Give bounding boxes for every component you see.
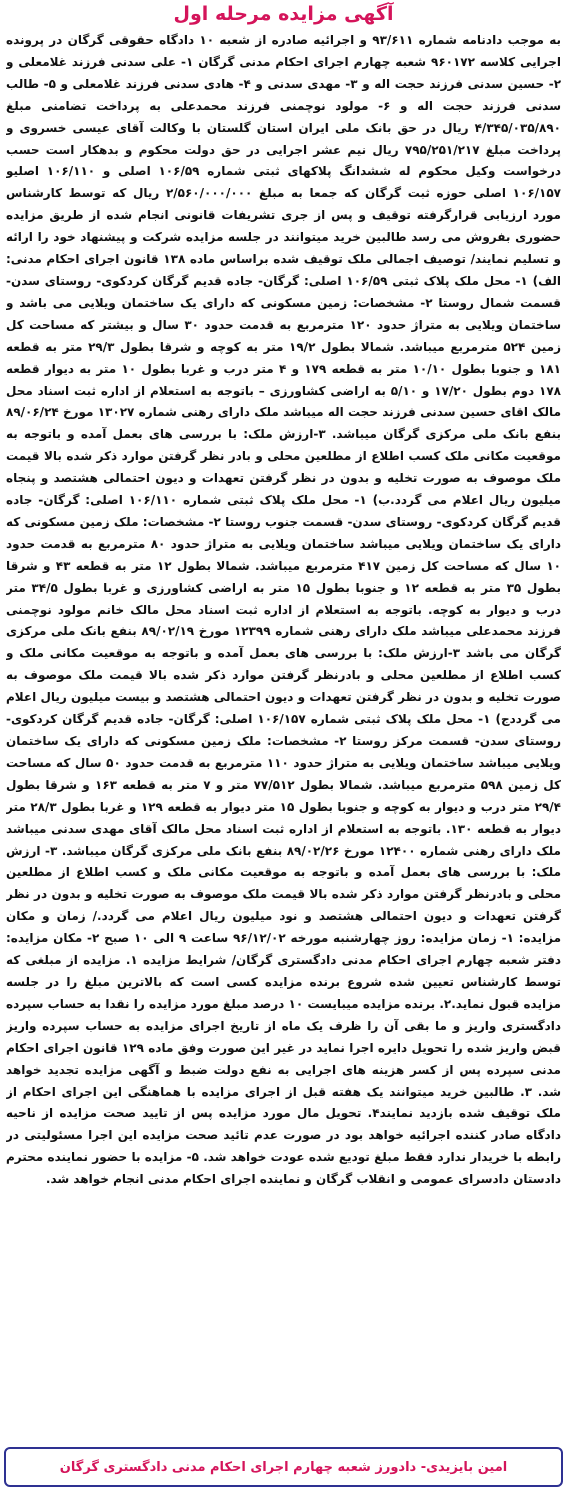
notice-body: به موجب دادنامه شماره ۹۳/۶۱۱ و اجرائیه صادره از شعبه ۱۰ دادگاه حقوقی گرگان در پرونده اجرایی کلاسه ۹۶۰۱۷۲ شعبه چهارم اجرای احکام مدنی گرگان ۱- علی سدنی فرزند غلامعلی و ۲- حسین سدنی فرزند حجت اله و ۳- مهدی سدنی و ۴- هادی سدنی فرزند غلامعلی و ۵- طالب سدنی فرزند حجت اله و ۶- مولود نوچمنی فرزند محمدعلی به پرداخت تضامنی مبلغ ۴/۳۴۵/۰۳۵/۸۹۰ ریال در حق بانک ملی ایران استان گلستان با وکالت آقای عیسی خسروی و پرداخت مبلغ ۷۹۵/۲۵۱/۲۱۷ ریال نیم عشر اجرایی در حق دولت محکوم و بدهکار است حسب درخواست وکیل محکوم له ششدانگ پلاکهای ثبتی شماره ۱۰۶/۵۹ اصلی و ۱۰۶/۱۱۰ اصلیو ۱۰۶/۱۵۷ اصلی حوزه ثبت گرگان که جمعا به مبلغ ۲/۵۶۰/۰۰۰/۰۰۰ ریال که توسط کارشناس مورد ارزیابی قرارگرفته توقیف و پس از جری تشریفات قانونی انجام شده از طریق مزایده حضوری بفروش می رسد طالبین خرید میتوانند در جلسه مزایده شرکت و پیشنهاد خود را ارائه و تسلیم نمایند/ توصیف اجمالی ملک توقیف شده براساس ماده ۱۳۸ قانون اجرای احکام مدنی: الف) ۱- محل ملک پلاک ثبتی ۱۰۶/۵۹ اصلی: گرگان- جاده قدیم گرگان کردکوی- روستای سدن- قسمت شمال روستا ۲- مشخصات: زمین مسکونی که دارای یک ساختمان ویلایی می باشد و ساختمان ویلایی به متراژ حدود ۱۲۰ مترمربع به قدمت حدود ۳۰ سال و بیشتر که مساحت کل زمین ۵۲۴ مترمربع میباشد. شمالا بطول ۱۹/۲ متر به کوچه و شرقا بطول ۲۹/۳ متر به قطعه ۱۸۱ و جنوبا بطول ۱۰/۱۰ متر به قطعه ۱۷۹ و ۴ متر درب و غربا بطول ۱۰ متر به دیوار قطعه ۱۷۸ دوم بطول ۱۷/۲۰ و ۵/۱۰ به اراضی کشاورزی – باتوجه به استعلام از اداره ثبت اسناد محل مالک اقای حسین سدنی فرزند حجت اله میباشد ملک دارای رهنی شماره ۱۳۰۲۷ مورخ ۸۹/۰۶/۲۴ بنفع بانک ملی مرکزی گرگان میباشد. ۳-ارزش ملک: با بررسی های بعمل آمده و باتوجه به موقعیت مکانی ملک کسب اطلاع از مطلعین محلی و بادر نظر گرفتن موارد ذکر شده بالا قیمت ملک موصوف به صورت تخلیه و بدون در نظر گرفتن تعهدات و دیون احتمالی هشتصد و پنجاه میلیون ریال اعلام می گردد.ب) ۱- محل ملک پلاک ثبتی شماره ۱۰۶/۱۱۰ اصلی: گرگان- جاده قدیم گرگان کردکوی- روستای سدن- قسمت جنوب روستا ۲- مشخصات: ملک زمین مسکونی که دارای یک ساختمان ویلایی میباشد ساختمان ویلایی به متراژ حدود ۸۰ مترمربع به قدمت حدود ۱۰ سال که مساحت کل زمین ۴۱۷ مترمربع میباشد. شمالا بطول ۱۲ متر به قطعه ۴۳ و شرقا بطول ۳۵ متر به قطعه ۱۲ و جنوبا بطول ۱۵ متر به اراضی کشاورزی و غربا بطول ۳۴/۵ متر درب و دیوار به کوچه. باتوجه به استعلام از اداره ثبت اسناد محل مالک خانم مولود نوچمنی فرزند محمدعلی میباشد ملک دارای رهنی شماره ۱۲۳۹۹ مورخ ۸۹/۰۲/۱۹ بنفع بانک ملی مرکزی گرگان می باشد ۳-ارزش ملک: با بررسی های بعمل آمده و باتوجه به موقعیت مکانی ملک و کسب اطلاع از مطلعین محلی و بادرنظر گرفتن موارد ذکر شده بالا قیمت ملک موصوف به صورت تخلیه و بدون در نظر گرفتن تعهدات و دیون احتمالی هشتصد و بیست میلیون ریال اعلام می گرددج) ۱- محل ملک پلاک ثبتی شماره ۱۰۶/۱۵۷ اصلی: گرگان- جاده قدیم گرگان کردکوی- روستای سدن- قسمت مرکز روستا ۲- مشخصات: ملک زمین مسکونی که دارای یک ساختمان ویلایی میباشد ساختمان ویلایی به متراژ حدود ۱۱۰ مترمربع به قدمت حدود ۵۰ سال که مساحت کل زمین ۵۹۸ مترمربع میباشد. شمالا بطول ۷۷/۵۱۲ متر و ۷ متر به قطعه ۱۶۳ و شرقا بطول ۲۹/۴ متر درب و دیوار به کوچه و جنوبا بطول ۱۵ متر دیوار به قطعه ۱۲۹ و غربا بطول ۲۸/۳ متر دیوار به قطعه ۱۳۰. باتوجه به استعلام از اداره ثبت اسناد محل مالک آقای مهدی سدنی میباشد ملک دارای رهنی شماره ۱۲۴۰۰ مورخ ۸۹/۰۲/۲۶ بنفع بانک ملی مرکزی گرگان میباشد. ۳- ارزش ملک: با بررسی های بعمل آمده و باتوجه به موقعیت مکانی ملک و کسب اطلاع از مطلعین محلی و بادرنظر گرفتن موارد ذکر شده بالا قیمت ملک موصوف به صورت تخلیه و بدون در نظر گرفتن تعهدات و دیون احتمالی هشتصد و نود میلیون ریال اعلام می گردد./ زمان و مکان مزایده: ۱- زمان مزایده: روز چهارشنبه مورخه ۹۶/۱۲/۰۲ ساعت ۹ الی ۱۰ صبح ۲- مکان مزایده: دفتر شعبه چهارم اجرای احکام مدنی دادگستری گرگان/ شرایط مزایده ۱. مزایده از مبلغی که توسط کارشناس تعیین شده شروع برنده مزایده کسی است که بالاترین مبلغ را در جلسه مزایده قبول نماید.۲. برنده مزایده میبایست ۱۰ درصد مبلغ مورد مزایده را نقدا به حساب سپرده دادگستری واریز و ما بقی آن را ظرف یک ماه از تاریخ اجرای مزایده به حساب سپرده واریز قبض واریز شده را تحویل دایره اجرا نماید در غیر این صورت وفق ماده ۱۲۹ قانون اجرای احکام مدنی سپرده پس از کسر هزینه های اجرایی به نفع دولت ضبط و آگهی مزایده تجدید خواهد شد. ۳. طالبین خرید میتوانند یک هفته قبل از اجرای مزایده با هماهنگی این اجرای احکام از ملک توقیف شده بازدید نمایند۴. تحویل مال مورد مزایده پس از تایید صحت مزایده از ناحیه دادگاه صادر کننده اجرائیه خواهد بود در صورت عدم تائید صحت مزایده این اجرا مسئولیتی در رابطه با خریدار ندارد فقط مبلغ تودیع شده عودت خواهد شد. ۵- مزایده با حضور نماینده محترم دادستان دادسرای عمومی و انقلاب گرگان و نماینده اجرای احکام مدنی انجام خواهد شد. [6,33,561,1187]
signature-box [4,1447,563,1487]
notice-title: آگهی مزایده مرحله اول [173,3,394,25]
signature-line: امین بایزیدی- دادورز شعبه چهارم اجرای احکام مدنی دادگستری گرگان [59,1459,508,1475]
